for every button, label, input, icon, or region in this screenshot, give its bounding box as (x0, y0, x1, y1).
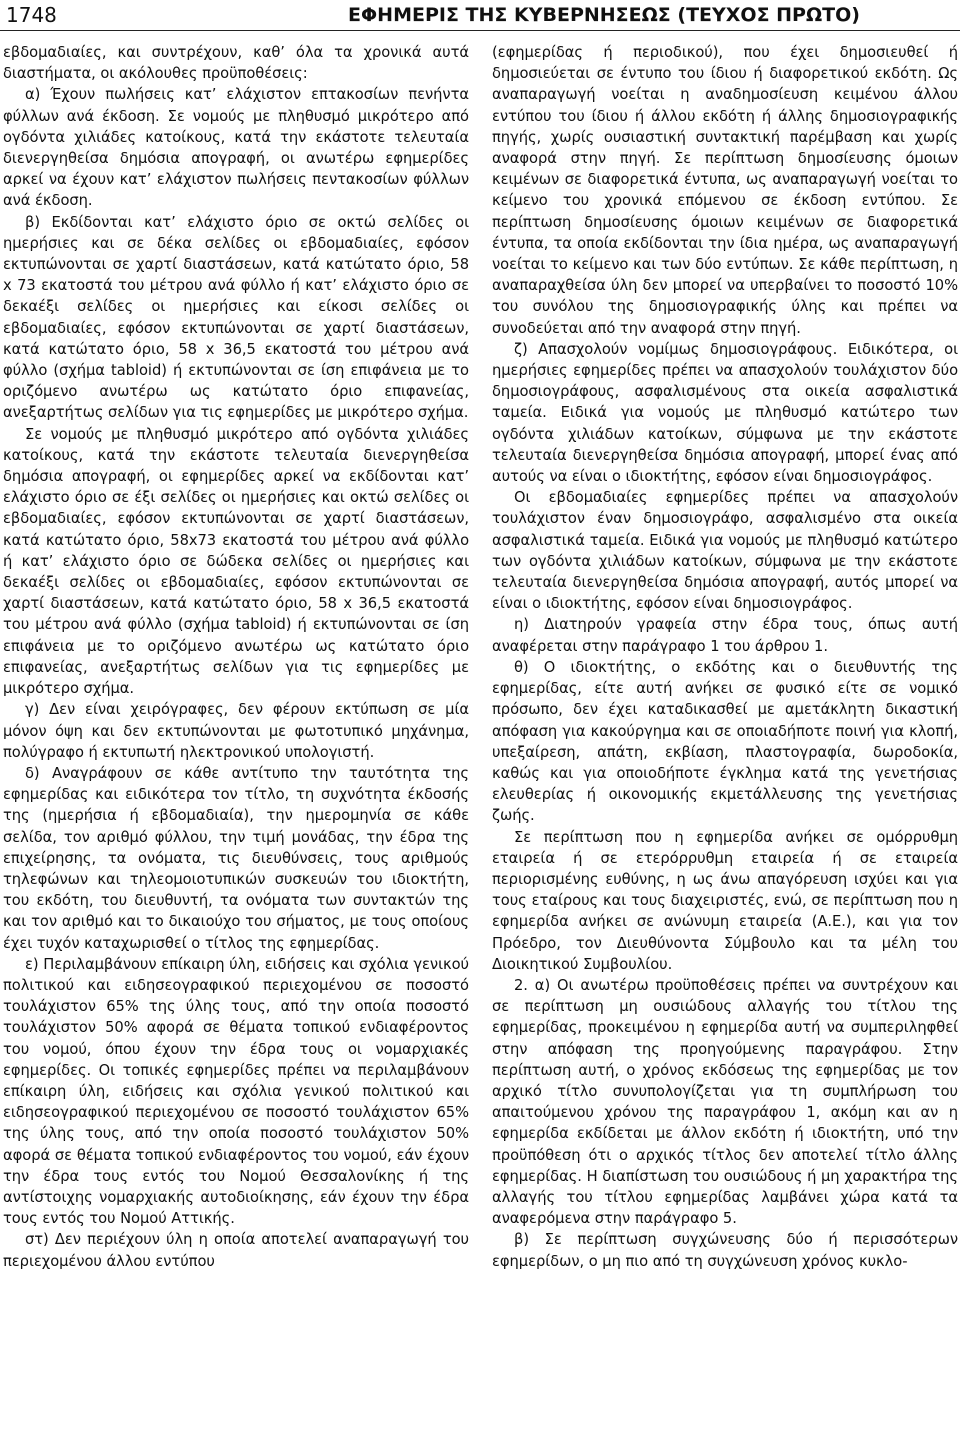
page-number: 1748 (6, 3, 57, 27)
paragraph: Σε νομούς με πληθυσμό μικρότερο από ογδόντα χιλιάδες κατοίκους, κατά την εκάστοτε τελευταία διενεργηθείσα δημόσια απογραφή, οι εφημερίδες αρκεί να εκδίδονται κατ’ ελάχιστο όριο σε έξι σελίδες οι ημερήσιες και οκτώ σελίδες οι εβδομαδιαίες, εφόσον εκτυπώνονται σε χαρτί διαστάσεων, κατά κατώτατο όριο, 58x73 εκατοστά του μέτρου ανά φύλλο ή κατ’ ελάχιστο όριο σε δώδεκα σελίδες οι ημερήσιες και δεκαέξι σελίδες οι εβδομαδιαίες, εφόσον εκτυπώνονται σε χαρτί διαστάσεων, κατά κατώτατο όριο, 58 x 36,5 εκατοστά του μέτρου ανά φύλλο (σχήμα tabloid) ή εκτυπώνονται σε ίση επιφάνεια με το οριζόμενο ανωτέρω ως κατώτατο όριο επιφανείας, ανεξαρτήτως σελίδων για τις εφημερίδες με μικρότερο σχήμα. (3, 425, 469, 698)
paragraph: ε) Περιλαμβάνουν επίκαιρη ύλη, ειδήσεις και σχόλια γενικού πολιτικού και ειδησεογραφικού περιεχομένου σε ποσοστό τουλάχιστον 65% της ύλης τους, από την οποία ποσοστό τουλάχιστον 50% αφορά σε θέματα τοπικού ενδιαφέροντος του νομού, όπου έχουν την έδρα τους οι νομαρχιακές εφημερίδες. Οι τοπικές εφημερίδες πρέπει να περιλαμβάνουν επίκαιρη ύλη, ειδήσεις και σχόλια γενικού πολιτικού και ειδησεογραφικού περιεχομένου σε ποσοστό τουλάχιστον 65% της ύλης τους, από την οποία ποσοστό τουλάχιστον 50% αφορά σε θέματα τοπικού ενδιαφέροντος του νομού, εάν έχουν την έδρα τους εντός του Νομού Θεσσαλονίκης ή της αντίστοιχης νομαρχιακής αυτοδιοίκησης, εάν έχουν την έδρα τους εντός του Νομού Αττικής. (3, 955, 469, 1228)
paragraph: δ) Αναγράφουν σε κάθε αντίτυπο την ταυτότητα της εφημερίδας και ειδικότερα τον τίτλο, τη συχνότητα έκδοσής της (ημερήσια ή εβδομαδιαία), την ημερομηνία σε κάθε σελίδα, τον αριθμό φύλλου, την τιμή μονάδας, την έδρα της επιχείρησης, τα ονόματα, τις διευθύνσεις, τους αριθμούς τηλεφώνων και τηλεομοιοτυπικών συσκευών του ιδιοκτήτη, του εκδότη, του διευθυντή, τα ονόματα των συντακτών της και τον αριθμό και το δικαιούχο του σήματος, με τους οποίους έχει τυχόν καταχωρισθεί ο τίτλος της εφημερίδας. (3, 764, 469, 952)
paragraph: β) Εκδίδονται κατ’ ελάχιστο όριο σε οκτώ σελίδες οι ημερήσιες και σε δέκα σελίδες οι εβδομαδιαίες, εφόσον εκτυπώνονται σε χαρτί διαστάσεων, κατά κατώτατο όριο, 58 x 73 εκατοστά του μέτρου ανά φύλλο ή κατ’ ελάχιστο όριο σε δεκαέξι σελίδες οι ημερήσιες και είκοσι σελίδες οι εβδομαδιαίες, εφόσον εκτυπώνονται σε χαρτί διαστάσεων, κατά κατώτατο όριο, 58 x 36,5 εκατοστά του μέτρου ανά φύλλο (σχήμα tabloid) ή εκτυπώνονται σε ίση επιφάνεια με το οριζόμενο ανωτέρω ως κατώτατο όριο επιφανείας, ανεξαρτήτως σελίδων για τις εφημερίδες με μικρότερο σχήμα. (3, 213, 469, 422)
paragraph: 2. α) Οι ανωτέρω προϋποθέσεις πρέπει να συντρέχουν και σε περίπτωση μη ουσιώδους αλλαγής του τίτλου της εφημερίδας, προκειμένου η εφημερίδα αυτή να συμπεριληφθεί στην απόφαση της προηγούμενης παραγράφου. Στην περίπτωση αυτή, ο χρόνος εκδόσεως της εφημερίδας με τον αρχικό τίτλο συνυπολογίζεται για τη συμπλήρωση του απαιτούμενου χρόνου της παραγράφου 1, ακόμη και αν η εφημερίδα εκδίδεται με άλλον εκδότη ή ιδιοκτήτη, υπό την προϋπόθεση ότι ο αρχικός τίτλος δεν αποτελεί τίτλο άλλης εφημερίδας. Η διαπίστωση του ουσιώδους ή μη χαρακτήρα της αλλαγής του τίτλου εφημερίδας λαμβάνει χώρα κατά τα αναφερόμενα στην παράγραφο 5. (492, 976, 958, 1228)
paragraph: γ) Δεν είναι χειρόγραφες, δεν φέρουν εκτύπωση σε μία μόνον όψη και δεν εκτυπώνονται με φωτοτυπικό μηχάνημα, πολύγραφο ή εκτυπωτή ηλεκτρονικού υπολογιστή. (3, 701, 469, 761)
paragraph: (εφημερίδας ή περιοδικού), που έχει δημοσιευθεί ή δημοσιεύεται σε έντυπο του ίδιου ή διαφορετικού εκδότη. Ως αναπαραγωγή νοείται η αναδημοσίευση κειμένου άλλου εντύπου του ίδιου ή άλλου εκδότη ή άλλης δημοσιογραφικής πηγής, χωρίς ουσιαστική συντακτική παρέμβαση και χωρίς αναφορά στην πηγή. Σε περίπτωση δημοσίευσης όμοιων κειμένων σε διαφορετικά έντυπα, ως αναπαραγωγή νοείται το κείμενο του χρονικά επόμενου σε έκδοση εντύπου. Σε περίπτωση δημοσίευσης όμοιων κειμένων σε διαφορετικά έντυπα, τα οποία εκδίδονται την ίδια ημέρα, ως αναπαραγωγή νοείται το κείμενο και των δύο εντύπων. Σε κάθε περίπτωση, η αναπαραχθείσα ύλη δεν μπορεί να υπερβαίνει το ποσοστό 10% του συνόλου της δημοσιογραφικής ύλης και πρέπει να συνοδεύεται από την αναφορά στην πηγή. (492, 44, 958, 337)
paragraph: α) Έχουν πωλήσεις κατ’ ελάχιστον επτακοσίων πενήντα φύλλων ανά έκδοση. Σε νομούς με πληθυσμό μικρότερο από ογδόντα χιλιάδες κατοίκους, κατά την εκάστοτε τελευταία διενεργηθείσα δημόσια απογραφή, οι ανωτέρω εφημερίδες αρκεί να έχουν κατ’ ελάχιστον πωλήσεις πεντακοσίων φύλλων ανά έκδοση. (3, 86, 469, 210)
paragraph: στ) Δεν περιέχουν ύλη η οποία αποτελεί αναπαραγωγή του περιεχομένου άλλου εντύπου (3, 1231, 469, 1270)
header-rule (0, 30, 960, 31)
paragraph: η) Διατηρούν γραφεία στην έδρα τους, όπως αυτή αναφέρεται στην παράγραφο 1 του άρθρου 1. (492, 616, 958, 655)
paragraph: ζ) Απασχολούν νομίμως δημοσιογράφους. Ειδικότερα, οι ημερήσιες εφημερίδες πρέπει να απασχολούν τουλάχιστον δύο δημοσιογράφους, ασφαλισμένους στα οικεία ασφαλιστικά ταμεία. Ειδικά για νομούς με πληθυσμό κατώτερο των ογδόντα χιλιάδων κατοίκων, σύμφωνα με την εκάστοτε τελευταία διενεργηθείσα δημόσια απογραφή, μπορεί ένας από αυτούς να είναι ο ιδιοκτήτης, εφόσον είναι δημοσιογράφος. (492, 340, 958, 486)
gazette-title: ΕΦΗΜΕΡΙΣ ΤΗΣ ΚΥΒΕΡΝΗΣΕΩΣ (ΤΕΥΧΟΣ ΠΡΩΤΟ) (348, 4, 860, 26)
page-header (0, 0, 960, 36)
left-column (3, 42, 469, 1426)
paragraph: Οι εβδομαδιαίες εφημερίδες πρέπει να απασχολούν τουλάχιστον έναν δημοσιογράφο, ασφαλισμένο στα οικεία ασφαλιστικά ταμεία. Ειδικά για νομούς με πληθυσμό κατώτερο των ογδόντα χιλιάδων κατοίκων, σύμφωνα με την εκάστοτε τελευταία διενεργηθείσα δημόσια απογραφή, αυτός μπορεί να είναι ο ιδιοκτήτης, εφόσον είναι δημοσιογράφος. (492, 489, 958, 613)
paragraph: θ) Ο ιδιοκτήτης, ο εκδότης και ο διευθυντής της εφημερίδας, είτε αυτή ανήκει σε φυσικό είτε σε νομικό πρόσωπο, δεν έχει καταδικασθεί με αμετάκλητη δικαστική απόφαση για κακούργημα και σε οποιαδήποτε ποινή για κλοπή, υπεξαίρεση, απάτη, εκβίαση, πλαστογραφία, δωροδοκία, καθώς και για οποιοδήποτε έγκλημα κατά της γενετήσιας ελευθερίας ή οικονομικής εκμετάλλευσης της γενετήσιας ζωής. (492, 658, 958, 825)
paragraph: Σε περίπτωση που η εφημερίδα ανήκει σε ομόρρυθμη εταιρεία ή σε ετερόρρυθμη εταιρεία ή σε εταιρεία περιορισμένης ευθύνης, η ως άνω απαγόρευση ισχύει και για τους εταίρους και τους διαχειριστές, ενώ, σε περίπτωση που η εφημερίδα ανήκει σε ανώνυμη εταιρεία (Α.Ε.), και για τον Πρόεδρο, τον Διευθύνοντα Σύμβουλο και τα μέλη του Διοικητικού Συμβουλίου. (492, 828, 958, 973)
paragraph: β) Σε περίπτωση συγχώνευσης δύο ή περισσότερων εφημερίδων, ο μη πιο από τη συγχώνευση χρόνος κυκλο- (492, 1231, 958, 1270)
paragraph: εβδομαδιαίες, και συντρέχουν, καθ’ όλα τα χρονικά αυτά διαστήματα, οι ακόλουθες προϋποθέσεις: (3, 44, 469, 83)
right-column (492, 42, 958, 1426)
